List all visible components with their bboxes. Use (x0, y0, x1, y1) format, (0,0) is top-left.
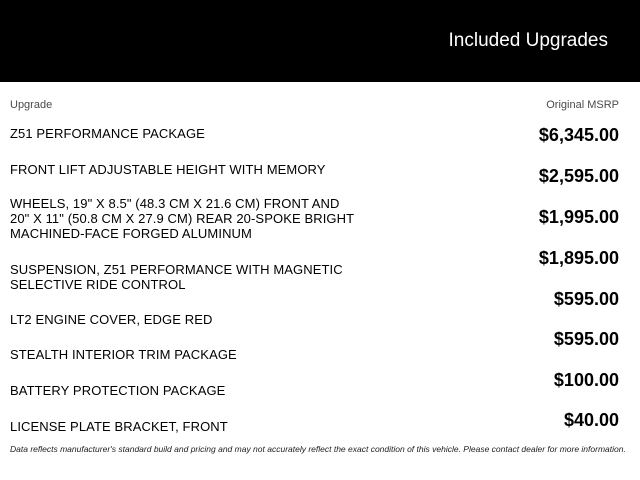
price-suspension: $1,895.00 (538, 248, 619, 268)
msrp-column-header: Original MSRP (546, 99, 619, 111)
upgrade-name-stealth-interior: STEALTH INTERIOR TRIM PACKAGE (10, 347, 237, 362)
price-z51-performance-package: $6,345.00 (538, 125, 619, 145)
price-license-plate: $40.00 (563, 410, 619, 430)
page-title: Included Upgrades (448, 30, 608, 51)
disclaimer-text: Data reflects manufacturer's standard build and pricing and may not accurately reflect the exact condition of this vehicle. Please contact dealer for more information. (10, 444, 626, 454)
price-battery-protection: $100.00 (553, 370, 619, 390)
price-front-lift: $2,595.00 (538, 166, 619, 186)
upgrade-name-suspension: SUSPENSION, Z51 PERFORMANCE WITH MAGNETIC SELECTIVE RIDE CONTROL (10, 262, 343, 292)
upgrade-name-engine-cover: LT2 ENGINE COVER, EDGE RED (10, 312, 213, 327)
upgrade-name-wheels: WHEELS, 19" X 8.5" (48.3 CM X 21.6 CM) FRONT AND 20" X 11" (50.8 CM X 27.9 CM) REAR 20-SPOKE BRIGHT MACHINED-FACE FORGED ALUMINUM (10, 196, 354, 241)
upgrade-name-battery-protection: BATTERY PROTECTION PACKAGE (10, 383, 226, 398)
upgrade-name-z51-performance-package: Z51 PERFORMANCE PACKAGE (10, 126, 205, 141)
price-stealth-interior: $595.00 (553, 329, 619, 349)
price-engine-cover: $595.00 (553, 289, 619, 309)
header-bar (0, 0, 640, 82)
price-wheels: $1,995.00 (538, 207, 619, 227)
upgrade-name-front-lift: FRONT LIFT ADJUSTABLE HEIGHT WITH MEMORY (10, 162, 326, 177)
upgrade-name-license-plate: LICENSE PLATE BRACKET, FRONT (10, 419, 228, 434)
upgrade-column-header: Upgrade (10, 99, 53, 111)
